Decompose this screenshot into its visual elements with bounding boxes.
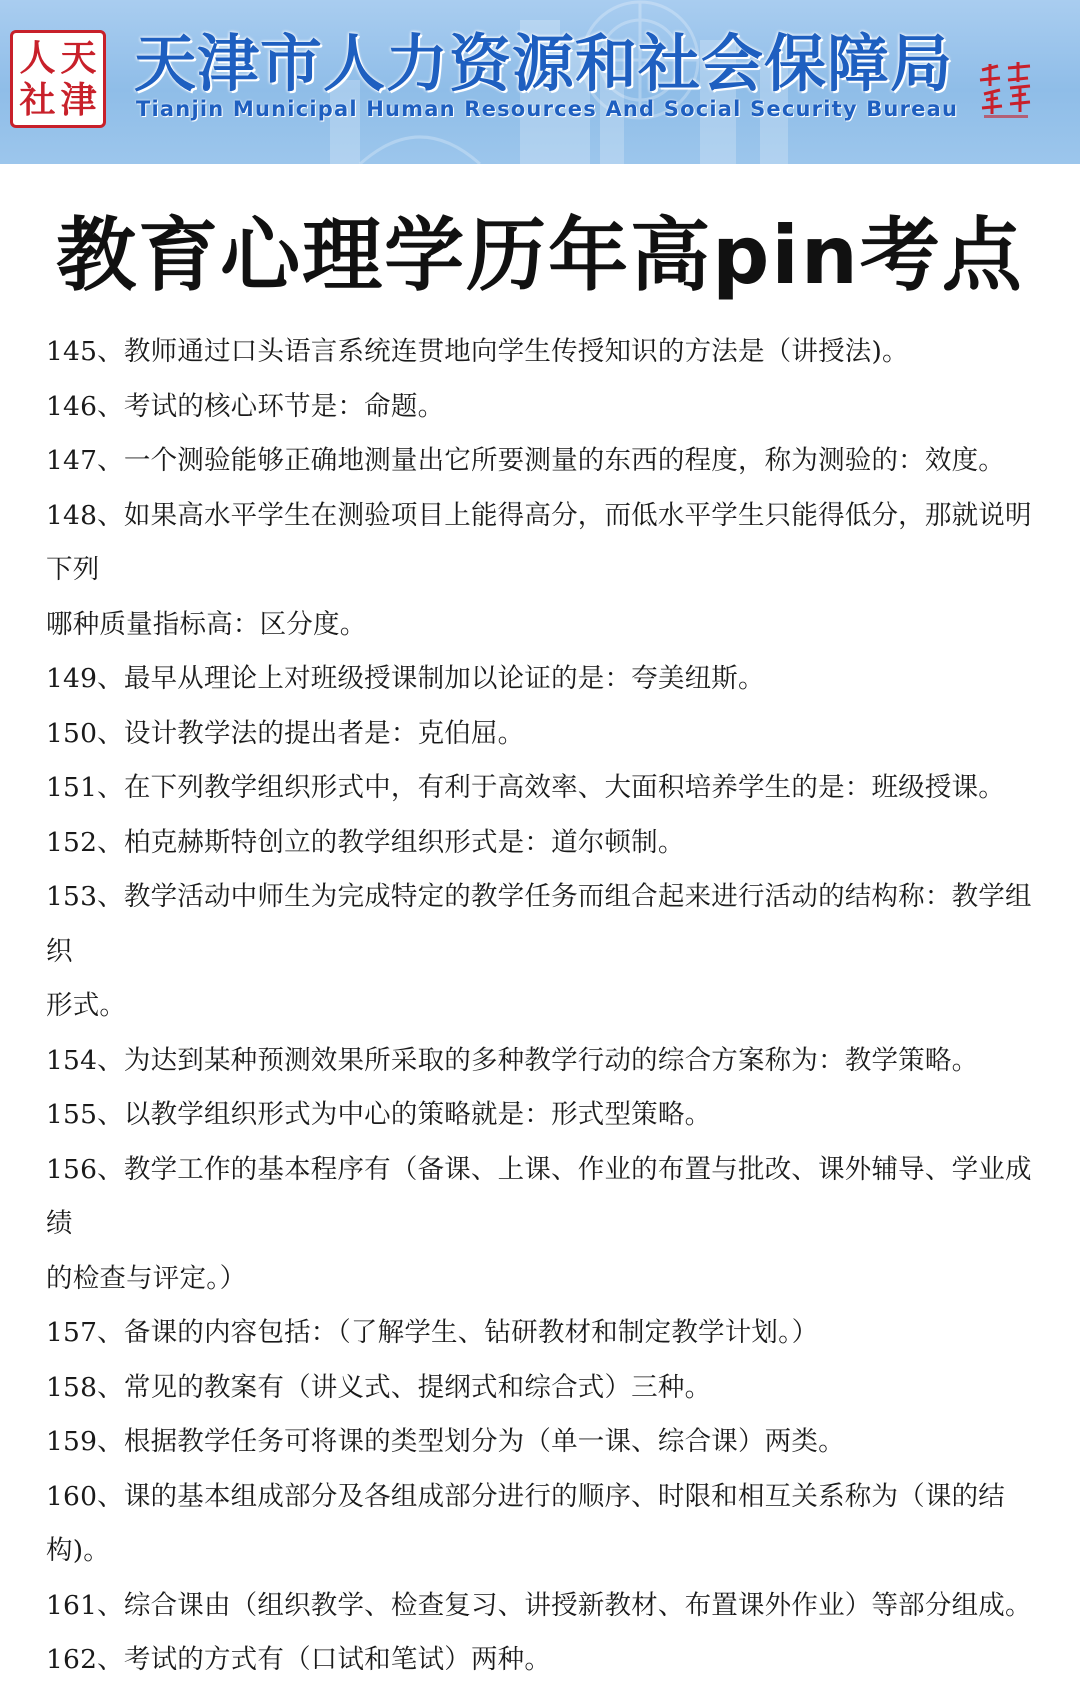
bureau-name-english: Tianjin Municipal Human Resources And Social Security Bureau — [136, 97, 959, 121]
bureau-logo — [10, 30, 106, 128]
logo-char: 人 — [19, 37, 56, 79]
list-item: 159、根据教学任务可将课的类型划分为（单一课、综合课）两类。 — [46, 1426, 845, 1457]
logo-char: 天 — [60, 37, 97, 79]
list-item: 158、常见的教案有（讲义式、提纲式和综合式）三种。 — [46, 1371, 712, 1403]
list-item: 161、综合课由（组织教学、检查复习、讲授新教材、布置课外作业）等部分组成。 — [46, 1589, 1032, 1621]
list-item: 156、教学工作的基本程序有（备课、上课、作业的布置与批改、课外辅导、学业成绩 — [46, 1153, 1032, 1239]
list-item: 149、最早从理论上对班级授课制加以论证的是：夸美纽斯。 — [46, 663, 765, 694]
list-item: 146、考试的核心环节是：命题。 — [46, 390, 445, 422]
exam-points-list — [46, 325, 1046, 1688]
logo-char: 津 — [60, 79, 97, 121]
list-item: 的检查与评定。） — [46, 1262, 247, 1294]
list-item: 151、在下列教学组织形式中，有利于高效率、大面积培养学生的是：班级授课。 — [46, 772, 1005, 803]
logo-char: 社 — [19, 79, 56, 121]
tianjin-seal-icon — [976, 56, 1036, 120]
list-item: 147、一个测验能够正确地测量出它所要测量的东西的程度，称为测验的：效度。 — [46, 445, 1005, 476]
list-item: 160、课的基本组成部分及各组成部分进行的顺序、时限和相互关系称为（课的结构)。 — [46, 1480, 1005, 1566]
list-item: 162、考试的方式有（口试和笔试）两种。 — [46, 1644, 552, 1675]
bureau-name: 天津市人力资源和社会保障局 — [134, 27, 954, 100]
list-item: 哪种质量指标高：区分度。 — [46, 608, 367, 640]
header-banner — [0, 0, 1080, 164]
list-item: 154、为达到某种预测效果所采取的多种教学行动的综合方案称为：教学策略。 — [46, 1044, 979, 1076]
list-item: 153、教学活动中师生为完成特定的教学任务而组合起来进行活动的结构称：教学组织 — [46, 881, 1032, 967]
list-item: 152、柏克赫斯特创立的教学组织形式是：道尔顿制。 — [46, 826, 685, 858]
list-item: 148、如果高水平学生在测验项目上能得高分，而低水平学生只能得低分，那就说明下列 — [46, 499, 1032, 585]
list-item: 150、设计教学法的提出者是：克伯屈。 — [46, 717, 525, 749]
list-item: 157、备课的内容包括：（了解学生、钻研教材和制定教学计划。） — [46, 1317, 819, 1348]
list-item: 145、教师通过口头语言系统连贯地向学生传授知识的方法是（讲授法)。 — [46, 336, 909, 367]
list-item: 155、以教学组织形式为中心的策略就是：形式型策略。 — [46, 1099, 712, 1130]
list-item: 形式。 — [46, 990, 127, 1021]
page-title: 教育心理学历年高pin考点 — [56, 209, 1024, 302]
